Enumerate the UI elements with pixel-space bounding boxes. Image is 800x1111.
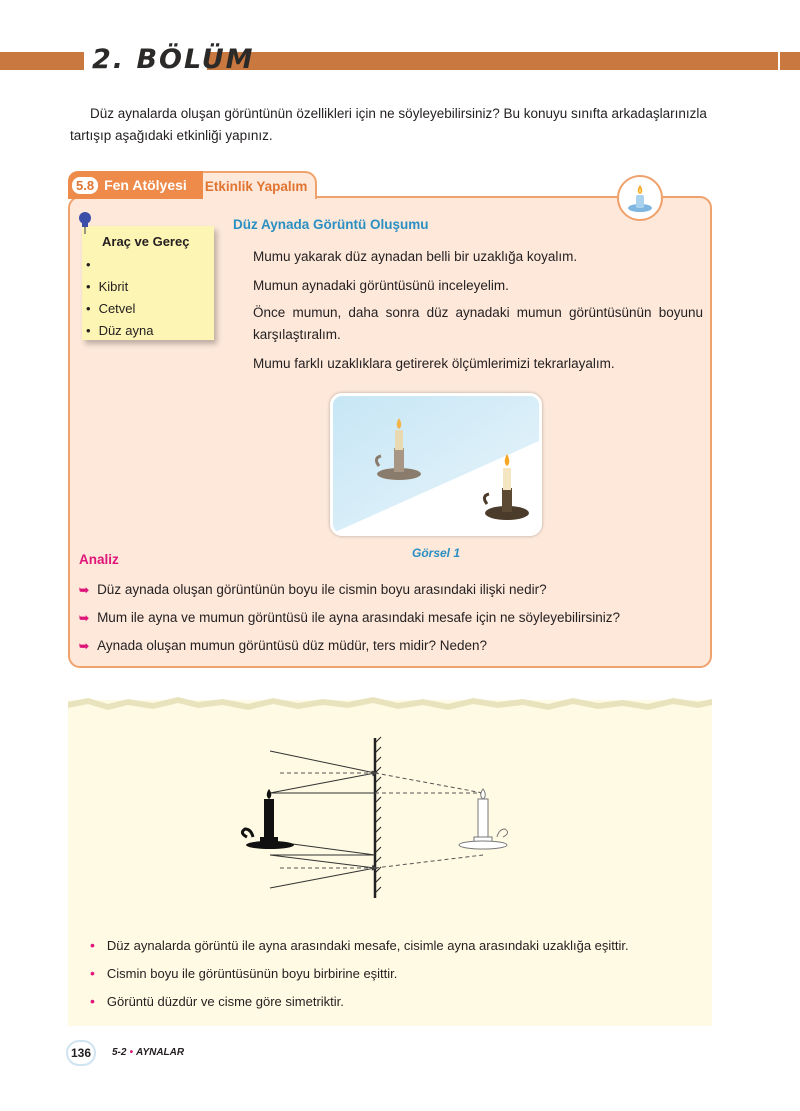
activity-heading: Düz Aynada Görüntü Oluşumu: [233, 217, 429, 232]
candle-image: [459, 789, 508, 849]
materials-item: • Cetvel: [86, 298, 153, 320]
conclusion-text: Görüntü düzdür ve cisme göre simetriktir.: [106, 993, 344, 1009]
footer-section-name: AYNALAR: [135, 1047, 185, 1058]
analysis-question: [79, 610, 620, 625]
conclusion-item: [90, 965, 397, 981]
analysis-question-text: Düz aynada oluşan görüntünün boyu ile cismin boyu arasındaki ilişki nedir?: [97, 582, 547, 597]
bullet-icon: •: [90, 993, 95, 1009]
intro-paragraph: Düz aynalarda oluşan görüntünün özellikleri için ne söyleyebilirsiniz? Bu konuyu sınıfta arkadaşlarınızla tartışıp aşağıdaki etkinliği yapınız.: [70, 106, 707, 143]
activity-number: 5.8: [72, 177, 98, 194]
analysis-question-text: Aynada oluşan mumun görüntüsü düz müdür, ters midir? Neden?: [97, 638, 488, 653]
materials-list: [86, 254, 153, 342]
conclusion-item: [90, 937, 629, 953]
activity-step: Mumu yakarak düz aynadan belli bir uzaklığa koyalım.: [253, 249, 578, 264]
header-band-left: [0, 52, 84, 70]
arrow-icon: ➥: [79, 610, 90, 625]
bullet-icon: •: [90, 937, 95, 953]
arrow-icon: ➥: [79, 582, 90, 597]
ray-diagram: [235, 733, 525, 903]
conclusion-text: Düz aynalarda görüntü ile ayna arasındaki mesafe, cisimle ayna arasındaki uzaklığa eşittir.: [106, 937, 629, 953]
footer-unit: 5-2: [112, 1047, 127, 1058]
materials-item: • Kibrit: [86, 276, 153, 298]
header-band-right: [207, 52, 800, 70]
activity-tab: [68, 171, 317, 199]
activity-step: Mumun aynadaki görüntüsünü inceleyelim.: [253, 278, 509, 293]
conclusion-item: [90, 993, 344, 1009]
activity-label: Fen Atölyesi: [104, 177, 187, 193]
materials-item: [86, 254, 153, 276]
candle-icon: [617, 175, 663, 221]
conclusion-text: Cismin boyu ile görüntüsünün boyu birbirine eşittir.: [106, 965, 398, 981]
mirror-photo: [330, 393, 542, 536]
analysis-question: [79, 582, 547, 597]
materials-title: Araç ve Gereç: [102, 234, 190, 249]
arrow-icon: ➥: [79, 638, 90, 653]
figure-caption: Görsel 1: [411, 546, 461, 560]
analysis-title: Analiz: [79, 552, 119, 567]
page-number: 136: [66, 1040, 96, 1066]
materials-note: [82, 226, 214, 340]
candle-object: [242, 789, 294, 849]
analysis-question-text: Mum ile ayna ve mumun görüntüsü ile ayna arasındaki mesafe için ne söyleyebilirsiniz?: [97, 610, 621, 625]
activity-step: Mumu farklı uzaklıklara getirerek ölçümlerimizi tekrarlayalım.: [253, 356, 615, 371]
bullet-icon: •: [90, 965, 95, 981]
footer-section: 5-2 • AYNALAR: [112, 1047, 185, 1058]
activity-sublabel: Etkinlik Yapalım: [197, 171, 318, 199]
pin-icon: [78, 212, 92, 234]
activity-tab-main: [68, 171, 203, 199]
materials-item: • Düz ayna: [86, 320, 153, 342]
activity-step: Önce mumun, daha sonra düz aynadaki mumun görüntüsünün boyunu karşılaştıralım.: [253, 305, 703, 342]
chapter-title: 2. BÖLÜM: [92, 44, 255, 75]
torn-paper-edge: [68, 690, 712, 720]
analysis-question: [79, 638, 487, 653]
